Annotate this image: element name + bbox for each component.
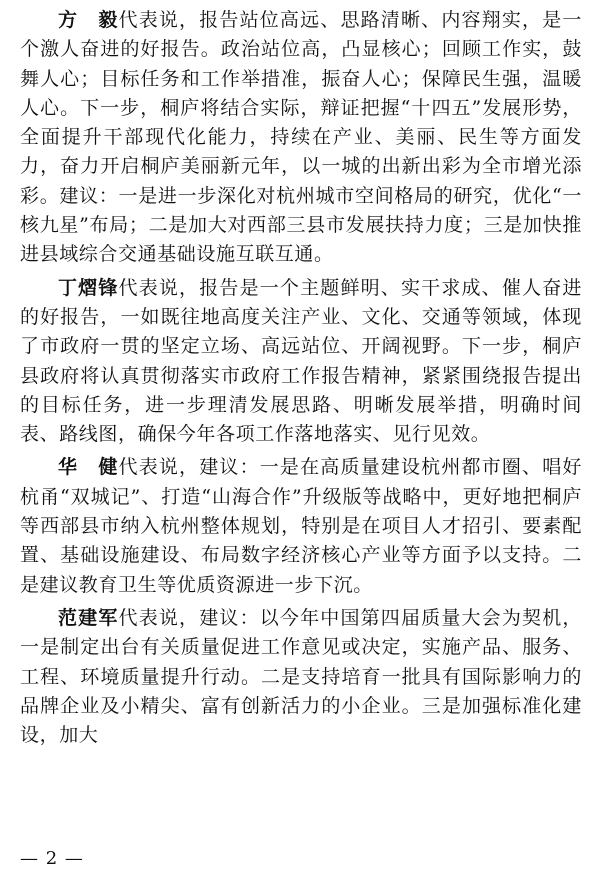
page-number: — 2 — xyxy=(20,848,84,869)
speaker-name: 方 毅 xyxy=(58,9,119,31)
speaker-name: 范建军 xyxy=(58,606,119,629)
paragraph-fang-yi xyxy=(20,6,582,270)
document-body xyxy=(20,6,582,754)
paragraph-text: 代表说，建议：一是在高质量建设杭州都市圈、唱好杭甬“双城记”、打造“山海合作”升级版等战略中，更好地把桐庐等西部县市纳入杭州整体规划，特别是在项目人才招引、要素配置、基础设施建设、布局数字经济核心产业等方面予以支持。二是建议教育卫生等优质资源进一步下沉。 xyxy=(20,456,582,596)
paragraph-ding-yifeng xyxy=(20,274,582,450)
speaker-name: 华 健 xyxy=(58,456,119,479)
speaker-name: 丁熠锋 xyxy=(58,276,119,299)
paragraph-text: 代表说，报告是一个主题鲜明、实干求成、催人奋进的好报告，一如既往地高度关注产业、文化、交通等领域，体现了市政府一贯的坚定立场、高远站位、开阔视野。下一步，桐庐县政府将认真贯彻落实市政府工作报告精神，紧紧围绕报告提出的目标任务，进一步理清发展思路、明晰发展举措，明确时间表、路线图，确保今年各项工作落地落实、见行见效。 xyxy=(20,276,582,446)
paragraph-text: 代表说，报告站位高远、思路清晰、内容翔实，是一个激人奋进的好报告。政治站位高，凸显核心；回顾工作实，鼓舞人心；目标任务和工作举措准，振奋人心；保障民生强，温暖人心。下一步，桐庐将结合实际，辩证把握“十四五”发展形势，全面提升干部现代化能力，持续在产业、美丽、民生等方面发力，奋力开启桐庐美丽新元年，以一城的出新出彩为全市增光添彩。建议：一是进一步深化对杭州城市空间格局的研究，优化“一核九星”布局；二是加大对西部三县市发展扶持力度；三是加快推进县域综合交通基础设施互联互通。 xyxy=(20,9,582,266)
paragraph-text: 代表说，建议：以今年中国第四届质量大会为契机，一是制定出台有关质量促进工作意见或决定，实施产品、服务、工程、环境质量提升行动。二是支持培育一批具有国际影响力的品牌企业及小精尖、富有创新活力的小企业。三是加强标准化建设，加大 xyxy=(20,606,582,747)
paragraph-hua-jian xyxy=(20,453,582,599)
paragraph-fan-jianjun xyxy=(20,604,582,750)
